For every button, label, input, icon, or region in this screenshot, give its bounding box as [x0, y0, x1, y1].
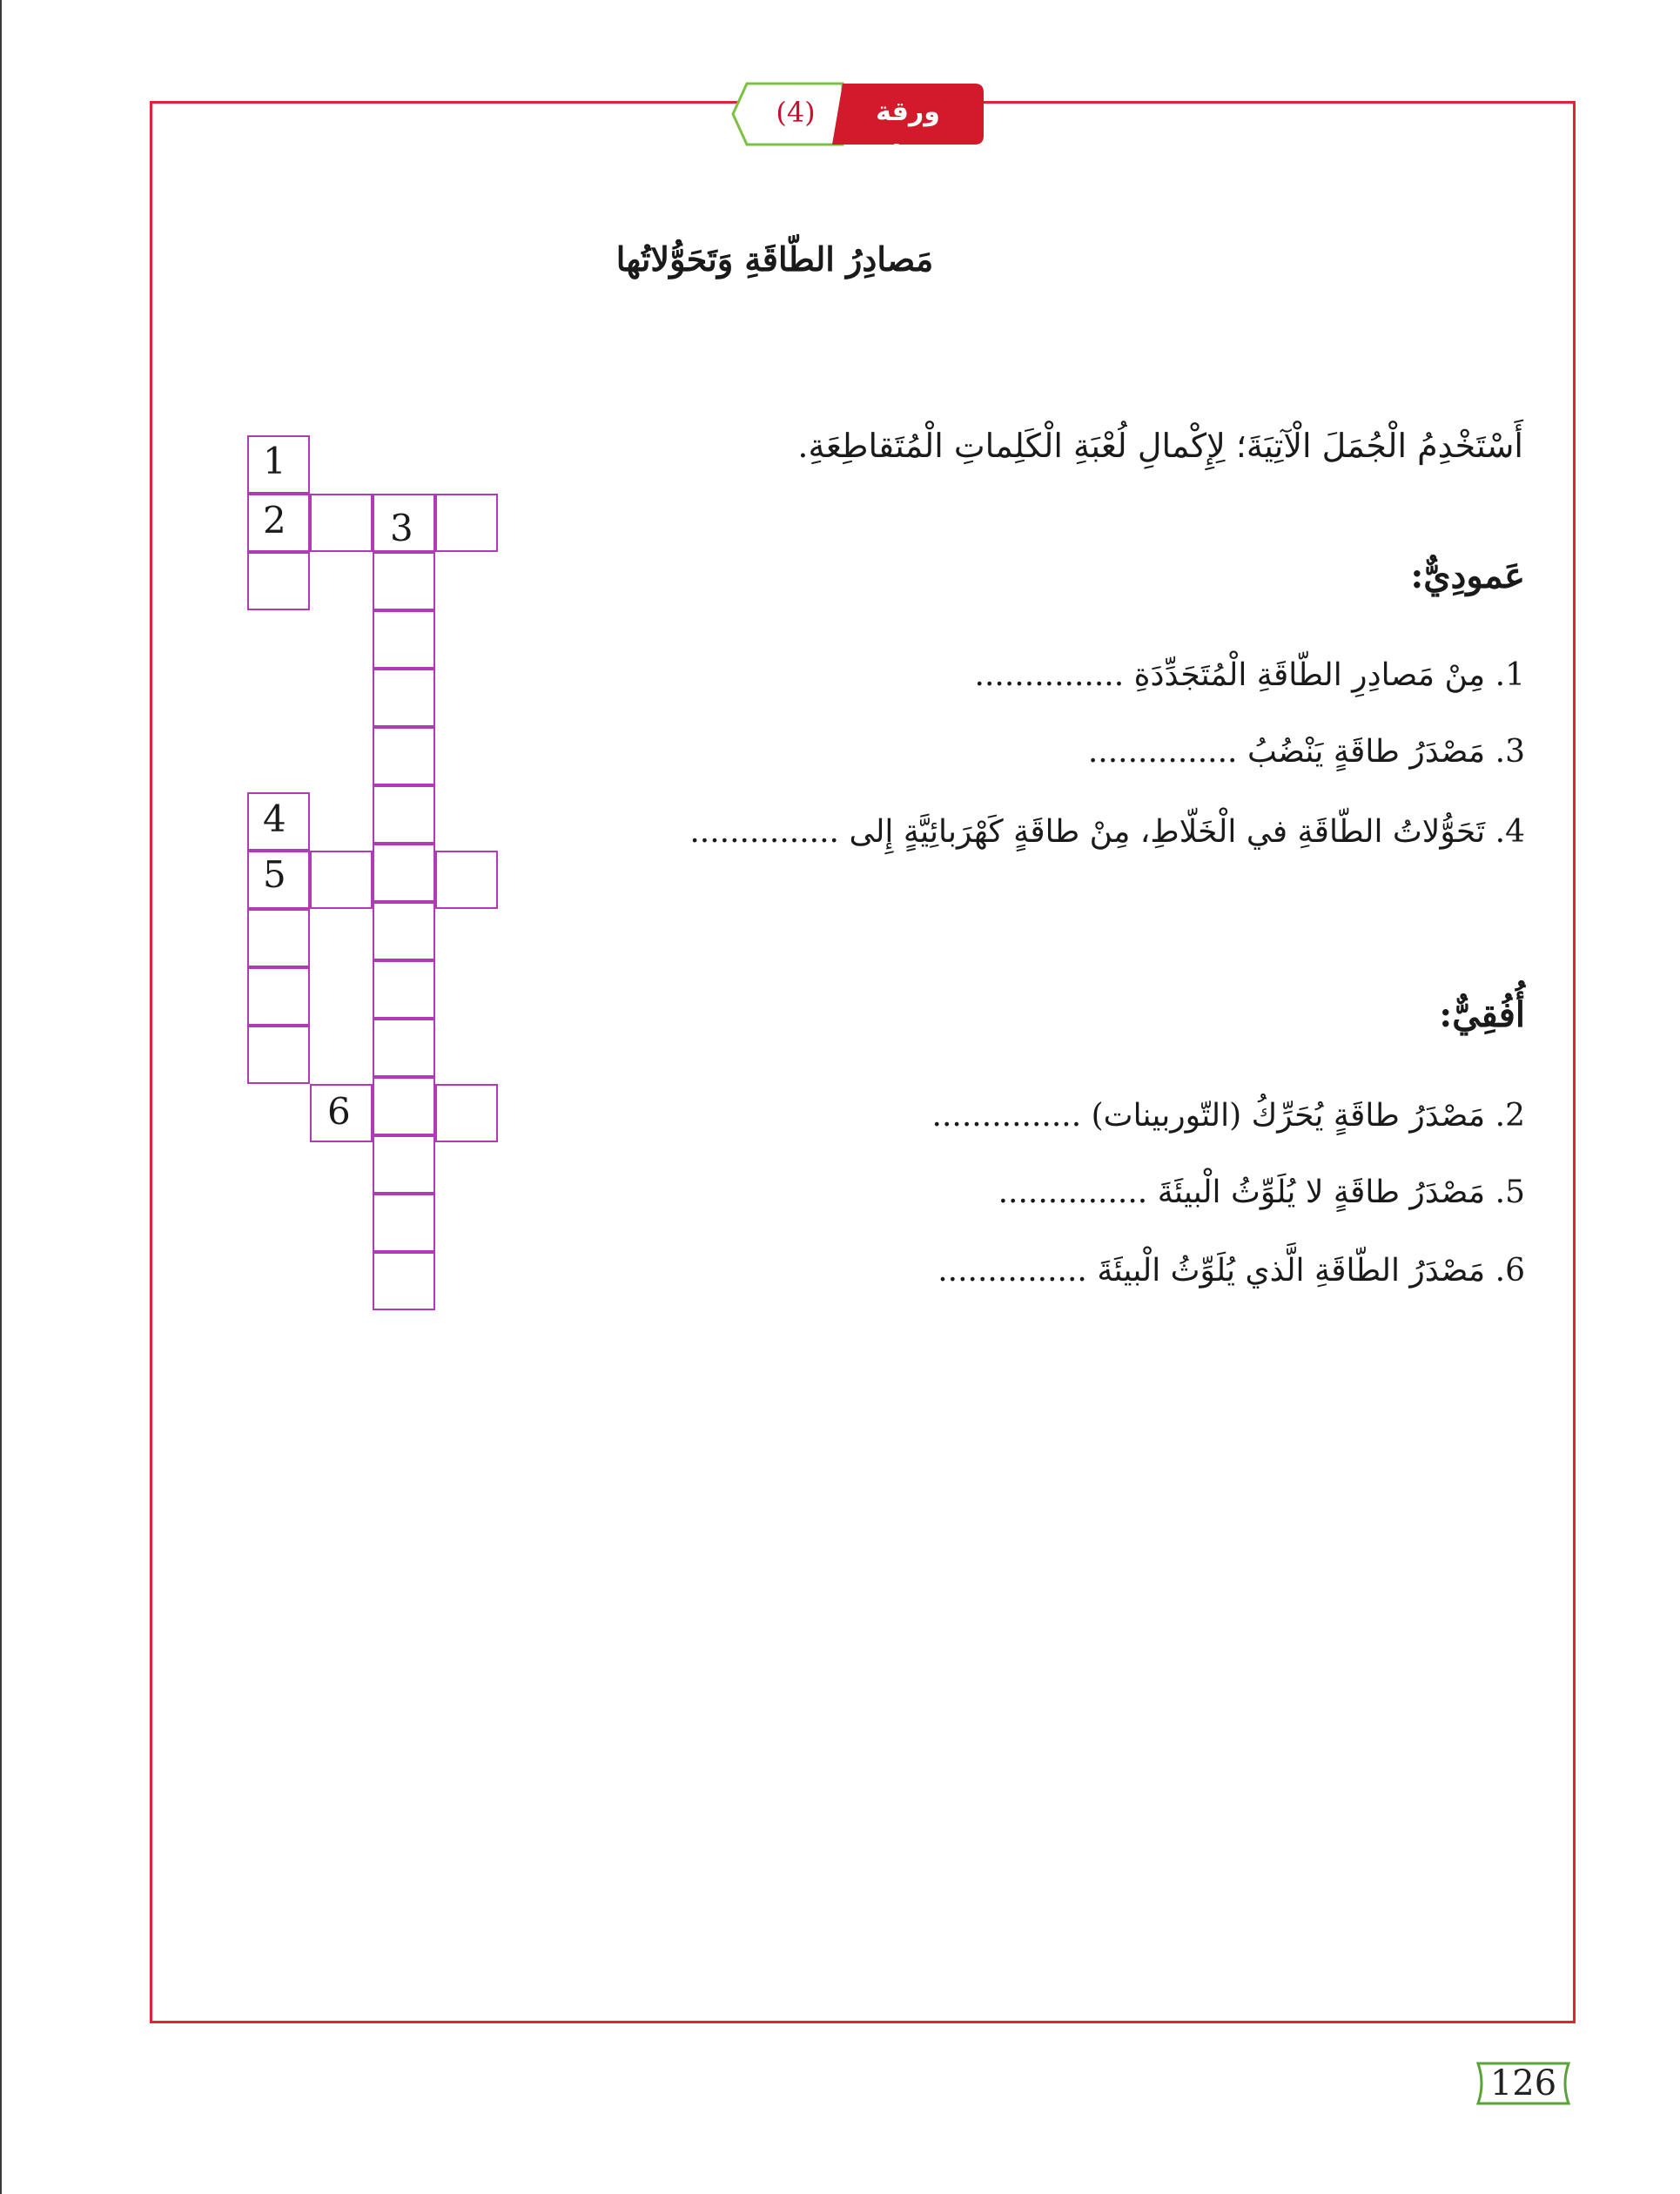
- crossword-cell[interactable]: [435, 1084, 498, 1142]
- cell-number-1: 1: [263, 440, 286, 482]
- clue-horizontal-5: 5. مَصْدَرُ طاقَةٍ لا يُلَوِّثُ الْبيئَةَ ...............: [998, 1174, 1525, 1210]
- clue-number: 2: [1505, 1098, 1525, 1134]
- clue-text: مِنْ مَصادِرِ الطّاقَةِ الْمُتَجَدِّدَةِ: [1133, 657, 1486, 693]
- answer-blank: ...............: [1087, 734, 1238, 770]
- crossword-cell[interactable]: [310, 851, 373, 909]
- clue-vertical-3: 3. مَصْدَرُ طاقَةٍ يَنْضُبُ ...............: [1087, 734, 1525, 770]
- crossword-cell[interactable]: [373, 669, 435, 727]
- worksheet-tab: [729, 78, 987, 171]
- crossword-cell[interactable]: [373, 902, 435, 960]
- worksheet-number: (4): [776, 96, 816, 129]
- worksheet-label: ورقة عمل: [876, 97, 940, 171]
- crossword-cell[interactable]: [373, 727, 435, 785]
- clue-number: 5: [1505, 1174, 1525, 1210]
- clue-text: مَصْدَرُ الطّاقَةِ الَّذي يُلَوِّثُ الْبيئَةَ: [1097, 1253, 1486, 1289]
- page-number: 126: [1489, 2063, 1557, 2103]
- page-number-badge: [1471, 2060, 1576, 2107]
- crossword-cell[interactable]: [247, 967, 310, 1026]
- crossword-cell[interactable]: [373, 1135, 435, 1194]
- page-title: مَصادِرُ الطّاقَةِ وَتَحَوُّلاتُها: [615, 239, 934, 279]
- clue-number: 1: [1505, 657, 1525, 693]
- cell-number-6: 6: [327, 1090, 351, 1133]
- clue-horizontal-6: 6. مَصْدَرُ الطّاقَةِ الَّذي يُلَوِّثُ الْبيئَةَ ...............: [937, 1253, 1525, 1289]
- crossword-cell[interactable]: [373, 960, 435, 1019]
- answer-blank: ...............: [998, 1174, 1148, 1210]
- crossword-cell[interactable]: [373, 1077, 435, 1135]
- crossword-cell[interactable]: [373, 1194, 435, 1252]
- cell-number-5: 5: [263, 853, 286, 896]
- crossword-cell[interactable]: [435, 851, 498, 909]
- clue-number: 4: [1505, 814, 1525, 850]
- cell-number-4: 4: [263, 798, 286, 840]
- clue-horizontal-2: 2. مَصْدَرُ طاقَةٍ يُحَرِّكُ (التّوربينات) ...............: [931, 1098, 1525, 1134]
- crossword-cell[interactable]: [373, 844, 435, 902]
- crossword-cell[interactable]: [247, 552, 310, 610]
- cell-number-2: 2: [263, 499, 286, 542]
- clue-number: 3: [1505, 734, 1525, 770]
- instruction-text: أَسْتَخْدِمُ الْجُمَلَ الْآتِيَةَ؛ لِإِكْمالِ لُعْبَةِ الْكَلِماتِ الْمُتَقاطِعَةِ.: [797, 427, 1523, 465]
- crossword-cell[interactable]: [373, 552, 435, 610]
- vertical-heading: عَمودِيٌّ:: [1410, 555, 1525, 596]
- crossword-cell[interactable]: [373, 610, 435, 669]
- crossword-cell[interactable]: [435, 494, 498, 552]
- crossword-cell[interactable]: [373, 785, 435, 844]
- crossword-cell[interactable]: [247, 1026, 310, 1084]
- clue-vertical-1: 1. مِنْ مَصادِرِ الطّاقَةِ الْمُتَجَدِّدَةِ ...............: [974, 657, 1525, 693]
- clue-vertical-4: 4. تَحَوُّلاتُ الطّاقَةِ في الْخَلّاطِ، مِنْ طاقَةٍ كَهْرَبائِيَّةٍ إِلى ...............: [689, 814, 1525, 850]
- crossword-cell[interactable]: [373, 1252, 435, 1310]
- answer-blank: ...............: [937, 1253, 1087, 1289]
- cell-number-3: 3: [390, 507, 413, 549]
- crossword-cell[interactable]: [247, 909, 310, 967]
- clue-text: مَصْدَرُ طاقَةٍ يُحَرِّكُ (التّوربينات): [1091, 1098, 1486, 1134]
- horizontal-heading: أُفُقِيٌّ:: [1439, 994, 1525, 1035]
- crossword-cell[interactable]: [373, 1019, 435, 1077]
- answer-blank: ...............: [931, 1098, 1082, 1134]
- answer-blank: ...............: [689, 814, 839, 850]
- worksheet-frame: [150, 101, 1576, 2023]
- clue-text: مَصْدَرُ طاقَةٍ يَنْضُبُ: [1247, 734, 1486, 770]
- answer-blank: ...............: [974, 657, 1125, 693]
- clue-text: مَصْدَرُ طاقَةٍ لا يُلَوِّثُ الْبيئَةَ: [1157, 1174, 1486, 1210]
- page-edge-line: [0, 0, 2, 2194]
- crossword-cell[interactable]: [310, 494, 373, 552]
- clue-number: 6: [1505, 1253, 1525, 1289]
- clue-text: تَحَوُّلاتُ الطّاقَةِ في الْخَلّاطِ، مِنْ طاقَةٍ كَهْرَبائِيَّةٍ إِلى: [849, 814, 1486, 850]
